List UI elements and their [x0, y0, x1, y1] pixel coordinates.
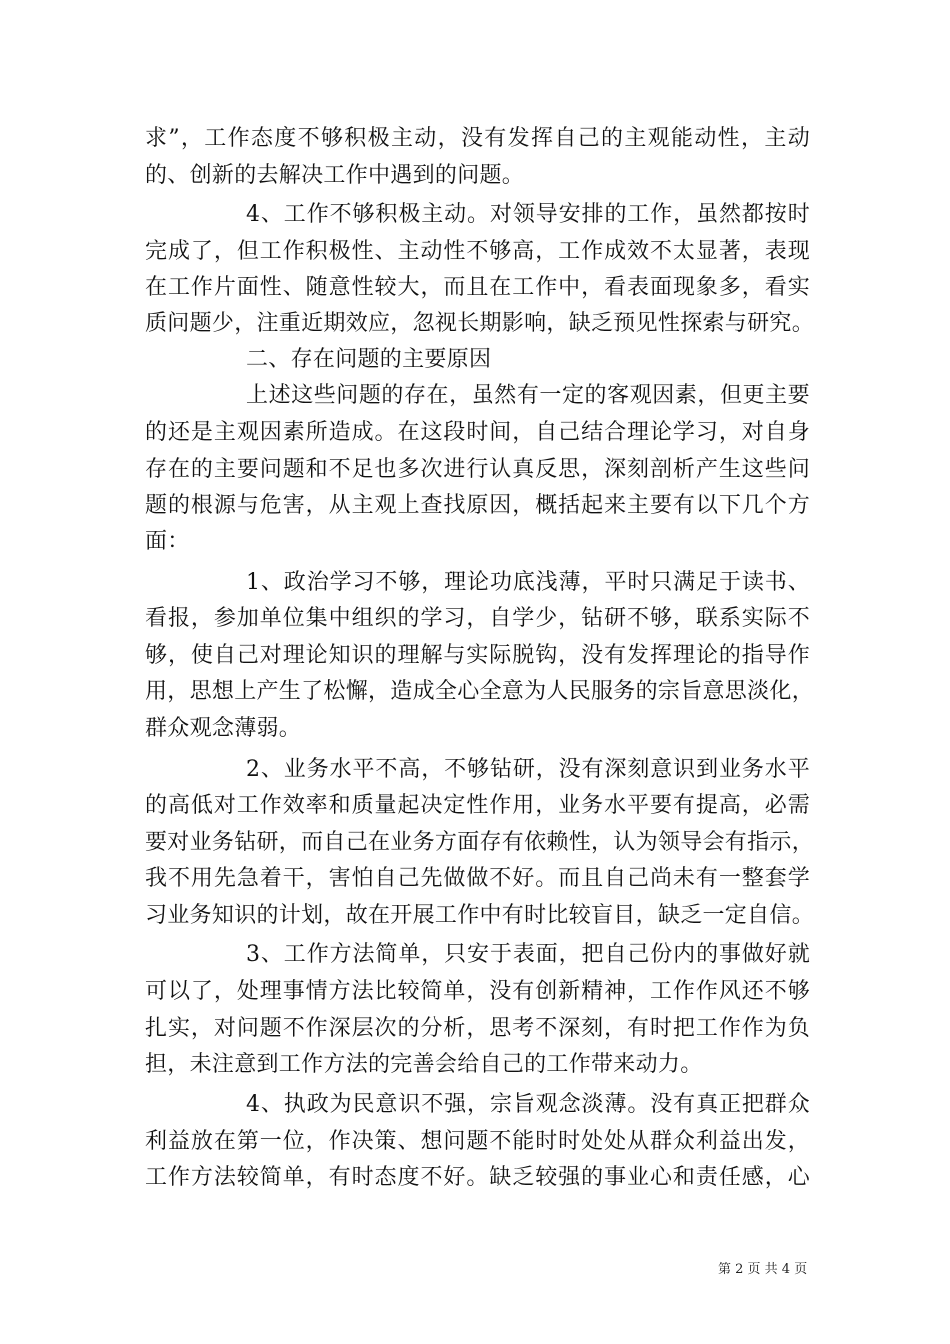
body-text-line: 扎实，对问题不作深层次的分析，思考不深刻，有时把工作作为负 — [145, 1016, 810, 1041]
body-text-line: 的还是主观因素所造成。在这段时间，自己结合理论学习，对自身 — [145, 420, 810, 445]
body-text-line: 求”，工作态度不够积极主动，没有发挥自己的主观能动性，主动 — [145, 126, 810, 151]
body-text-line: 工作方法较简单，有时态度不好。缺乏较强的事业心和责任感，心 — [145, 1165, 810, 1190]
body-text-line: 够，使自己对理论知识的理解与实际脱钩，没有发挥理论的指导作 — [145, 643, 810, 668]
body-text-line: 面： — [145, 529, 190, 554]
body-text-line: 质问题少，注重近期效应，忽视长期影响，缺乏预见性探索与研究。 — [145, 311, 815, 336]
body-text-line: 存在的主要问题和不足也多次进行认真反思，深刻剖析产生这些问 — [145, 457, 810, 482]
page-number-footer: 第 2 页 共 4 页 — [718, 1262, 808, 1277]
body-text-line: 我不用先急着干，害怕自己先做做不好。而且自己尚未有一整套学 — [145, 866, 810, 891]
body-text-line: 1、政治学习不够，理论功底浅薄，平时只满足于读书、 — [246, 570, 810, 595]
body-text-line: 担，未注意到工作方法的完善会给自己的工作带来动力。 — [145, 1052, 703, 1077]
body-text-line: 习业务知识的计划，故在开展工作中有时比较盲目，缺乏一定自信。 — [145, 903, 815, 928]
body-text-line: 题的根源与危害，从主观上查找原因，概括起来主要有以下几个方 — [145, 493, 810, 518]
body-text-line: 看报，参加单位集中组织的学习，自学少，钻研不够，联系实际不 — [145, 606, 810, 631]
body-text-line: 的、创新的去解决工作中遇到的问题。 — [145, 163, 525, 188]
body-text-line: 群众观念薄弱。 — [145, 716, 302, 741]
section-heading: 二、存在问题的主要原因 — [246, 347, 492, 372]
body-text-line: 要对业务钻研，而自己在业务方面存有依赖性，认为领导会有指示， — [145, 830, 815, 855]
body-text-line: 在工作片面性、随意性较大，而且在工作中，看表面现象多，看实 — [145, 275, 810, 300]
body-text-line: 3、工作方法简单，只安于表面，把自己份内的事做好就 — [246, 942, 810, 967]
body-text-line: 上述这些问题的存在，虽然有一定的客观因素，但更主要 — [246, 383, 810, 408]
body-text-line: 的高低对工作效率和质量起决定性作用，业务水平要有提高，必需 — [145, 793, 810, 818]
body-text-line: 4、执政为民意识不强，宗旨观念淡薄。没有真正把群众 — [246, 1092, 810, 1117]
body-text-line: 2、业务水平不高，不够钻研，没有深刻意识到业务水平 — [246, 757, 810, 782]
body-text-line: 完成了，但工作积极性、主动性不够高，工作成效不太显著，表现 — [145, 239, 810, 264]
body-text-line: 可以了，处理事情方法比较简单，没有创新精神，工作作风还不够 — [145, 979, 810, 1004]
body-text-line: 利益放在第一位，作决策、想问题不能时时处处从群众利益出发， — [145, 1129, 810, 1154]
body-text-line: 4、工作不够积极主动。对领导安排的工作，虽然都按时 — [246, 202, 810, 227]
body-text-line: 用，思想上产生了松懈，造成全心全意为人民服务的宗旨意思淡化， — [145, 679, 815, 704]
